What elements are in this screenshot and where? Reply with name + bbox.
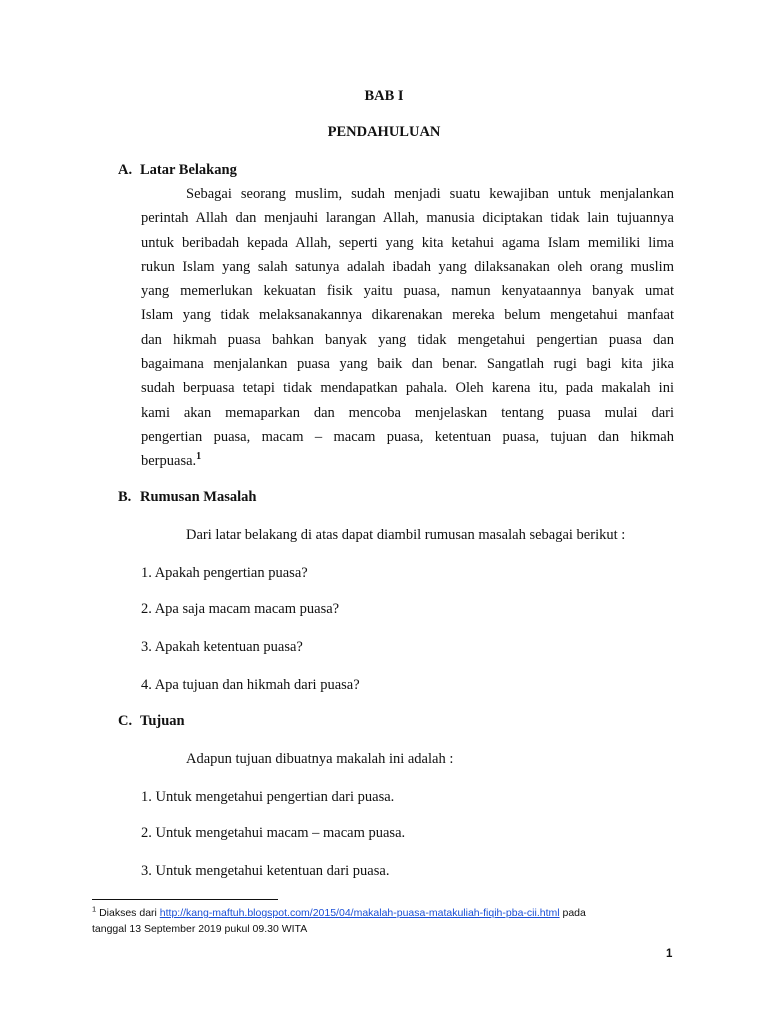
section-c-heading bbox=[118, 713, 185, 730]
footnote-link[interactable]: http://kang-maftuh.blogspot.com/2015/04/makalah-puasa-matakuliah-fiqih-pba-cii.html bbox=[159, 907, 560, 919]
section-b-heading bbox=[118, 489, 256, 506]
list-item: 1. Untuk mengetahui pengertian dari puasa. bbox=[141, 789, 395, 805]
section-a-paragraph bbox=[141, 185, 674, 477]
section-b-letter: B. bbox=[118, 489, 132, 505]
list-item: 3. Apakah ketentuan puasa? bbox=[141, 639, 303, 655]
footnote-prefix: Diakses dari bbox=[96, 907, 160, 919]
paragraph-line: rukun Islam yang salah satunya adalah ibadah yang dilaksanakan oleh orang muslim bbox=[141, 258, 674, 275]
footnote-separator bbox=[92, 899, 278, 900]
section-b-title: Rumusan Masalah bbox=[140, 489, 257, 505]
chapter-title: PENDAHULUAN bbox=[327, 124, 441, 140]
footnote-suffix: pada bbox=[559, 907, 586, 919]
footnote-number: 1 bbox=[92, 904, 97, 914]
section-b-intro: Dari latar belakang di atas dapat diambil rumusan masalah sebagai berikut : bbox=[186, 527, 626, 543]
list-item: 1. Apakah pengertian puasa? bbox=[141, 565, 308, 581]
page-number: 1 bbox=[666, 948, 673, 960]
footnote-line-1 bbox=[92, 905, 682, 921]
section-a-title: Latar Belakang bbox=[140, 162, 237, 178]
section-c-letter: C. bbox=[118, 713, 133, 729]
section-c-intro: Adapun tujuan dibuatnya makalah ini adalah : bbox=[186, 751, 454, 767]
section-c-title: Tujuan bbox=[140, 713, 185, 729]
chapter-number: BAB I bbox=[364, 88, 404, 104]
footnote-line-2: tanggal 13 September 2019 pukul 09.30 WITA bbox=[92, 923, 308, 935]
paragraph-line: perintah Allah dan menjauhi larangan Allah, manusia diciptakan tidak lain tujuannya bbox=[141, 210, 674, 227]
paragraph-line-text: berpuasa. bbox=[141, 453, 197, 470]
section-a-letter: A. bbox=[118, 162, 133, 178]
paragraph-line: kami akan memaparkan dan mencoba menjelaskan tentang puasa mulai dari bbox=[141, 404, 674, 421]
list-item: 2. Apa saja macam macam puasa? bbox=[141, 601, 340, 617]
paragraph-line: bagaimana menjalankan puasa yang baik dan benar. Sangatlah rugi bagi kita jika bbox=[141, 356, 674, 373]
list-item: 2. Untuk mengetahui macam – macam puasa. bbox=[141, 825, 406, 841]
section-a-heading bbox=[118, 162, 237, 179]
paragraph-line: Islam yang tidak melaksanakannya dikarenakan mereka belum mengetahui manfaat bbox=[141, 307, 674, 324]
paragraph-last-line bbox=[141, 452, 674, 476]
paragraph-line: yang memerlukan kekuatan fisik yaitu puasa, namun kenyataannya banyak umat bbox=[141, 283, 674, 300]
footnote-reference[interactable]: 1 bbox=[196, 451, 202, 463]
paragraph-line: sudah berpuasa tetapi tidak mendapatkan pahala. Oleh karena itu, pada makalah ini bbox=[141, 380, 674, 397]
paragraph-line: untuk beribadah kepada Allah, seperti yang kita ketahui agama Islam memiliki lima bbox=[141, 234, 674, 251]
paragraph-line: dan hikmah puasa bahkan banyak yang tidak mengetahui pengertian puasa dan bbox=[141, 331, 674, 348]
footnote bbox=[92, 905, 682, 937]
paragraph-line: pengertian puasa, macam – macam puasa, ketentuan puasa, tujuan dan hikmah bbox=[141, 428, 674, 445]
paragraph-line: Sebagai seorang muslim, sudah menjadi suatu kewajiban untuk menjalankan bbox=[186, 186, 674, 202]
list-item: 3. Untuk mengetahui ketentuan dari puasa. bbox=[141, 863, 390, 879]
list-item: 4. Apa tujuan dan hikmah dari puasa? bbox=[141, 677, 360, 693]
